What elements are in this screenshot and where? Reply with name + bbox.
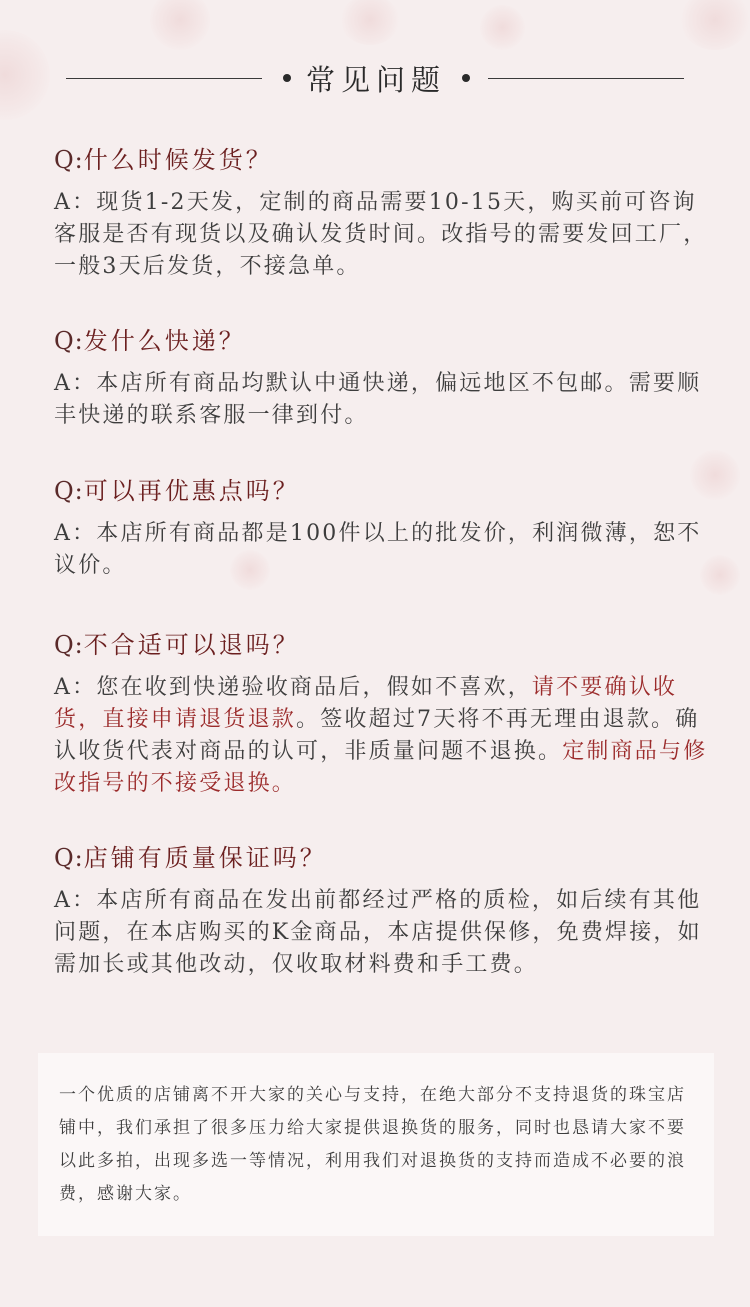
faq-question <box>54 630 718 660</box>
answer-text: 本店所有商品都是100件以上的批发价，利润微薄，恕不议价。 <box>54 521 702 578</box>
question-text: 店铺有质量保证吗？ <box>83 844 327 872</box>
q-prefix: Q: <box>54 631 84 659</box>
answer-highlight-custom: 定制商品与修改指号的不接受退换。 <box>54 739 708 796</box>
question-text: 发什么快递？ <box>83 327 246 355</box>
notice-text: 一个优质的店铺离不开大家的关心与支持，在绝大部分不支持退货的珠宝店铺中，我们承担了很多压力给大家提供退换货的服务，同时也恳请大家不要以此多拍，出现多选一等情况，利用我们对退换货的支持而造成不必要的浪费，感谢大家。 <box>59 1085 686 1204</box>
faq-item-returns <box>54 630 718 800</box>
page-title: 常见问题 <box>305 63 446 97</box>
section-header <box>0 52 750 106</box>
question-text: 什么时候发货？ <box>83 146 273 174</box>
answer-highlight-confirm: 请不要确认收货，直接申请退货退款 <box>54 675 678 732</box>
faq-question <box>54 145 718 175</box>
faq-question <box>54 326 718 356</box>
bokeh-decoration <box>480 5 525 50</box>
q-prefix: Q: <box>54 844 84 872</box>
faq-item-courier <box>54 326 718 432</box>
faq-question <box>54 843 718 873</box>
header-rule-left <box>66 78 262 79</box>
q-prefix: Q: <box>54 146 84 174</box>
faq-item-quality <box>54 843 718 981</box>
faq-answer <box>54 885 718 981</box>
faq-answer <box>54 187 718 283</box>
header-rule-right <box>488 78 684 79</box>
answer-text: 本店所有商品均默认中通快递，偏远地区不包邮。需要顺丰快递的联系客服一律到付。 <box>54 371 702 428</box>
a-prefix: A： <box>54 190 97 215</box>
a-prefix: A： <box>54 521 97 546</box>
q-prefix: Q: <box>54 477 84 505</box>
faq-question <box>54 476 718 506</box>
a-prefix: A： <box>54 675 97 700</box>
q-prefix: Q: <box>54 327 84 355</box>
header-dot-right <box>462 74 470 82</box>
bokeh-decoration <box>340 0 400 45</box>
question-text: 可以再优惠点吗？ <box>83 477 300 505</box>
answer-text: 本店所有商品在发出前都经过严格的质检，如后续有其他问题，在本店购买的K金商品，本店提供保修，免费焊接，如需加长或其他改动，仅收取材料费和手工费。 <box>54 888 702 977</box>
question-text: 不合适可以退吗？ <box>83 631 300 659</box>
faq-item-discount <box>54 476 718 582</box>
a-prefix: A： <box>54 371 97 396</box>
header-dot-left <box>283 74 291 82</box>
a-prefix: A： <box>54 888 97 913</box>
faq-answer <box>54 368 718 432</box>
notice-box <box>38 1053 714 1236</box>
answer-text: 现货1-2天发，定制的商品需要10-15天，购买前可咨询客服是否有现货以及确认发货时间。改指号的需要发回工厂，一般3天后发货，不接急单。 <box>54 190 708 279</box>
answer-text-part1: 您在收到快递验收商品后，假如不喜欢， <box>96 675 532 700</box>
faq-item-shipping-time <box>54 145 718 283</box>
bokeh-decoration <box>150 0 210 50</box>
faq-answer <box>54 672 718 800</box>
bokeh-decoration <box>680 0 750 50</box>
faq-answer <box>54 518 718 582</box>
answer-text-part2: 。签收超过7天将不再无理由退款。确认收货代表对商品的认可，非质量问题不退换。 <box>54 707 700 764</box>
